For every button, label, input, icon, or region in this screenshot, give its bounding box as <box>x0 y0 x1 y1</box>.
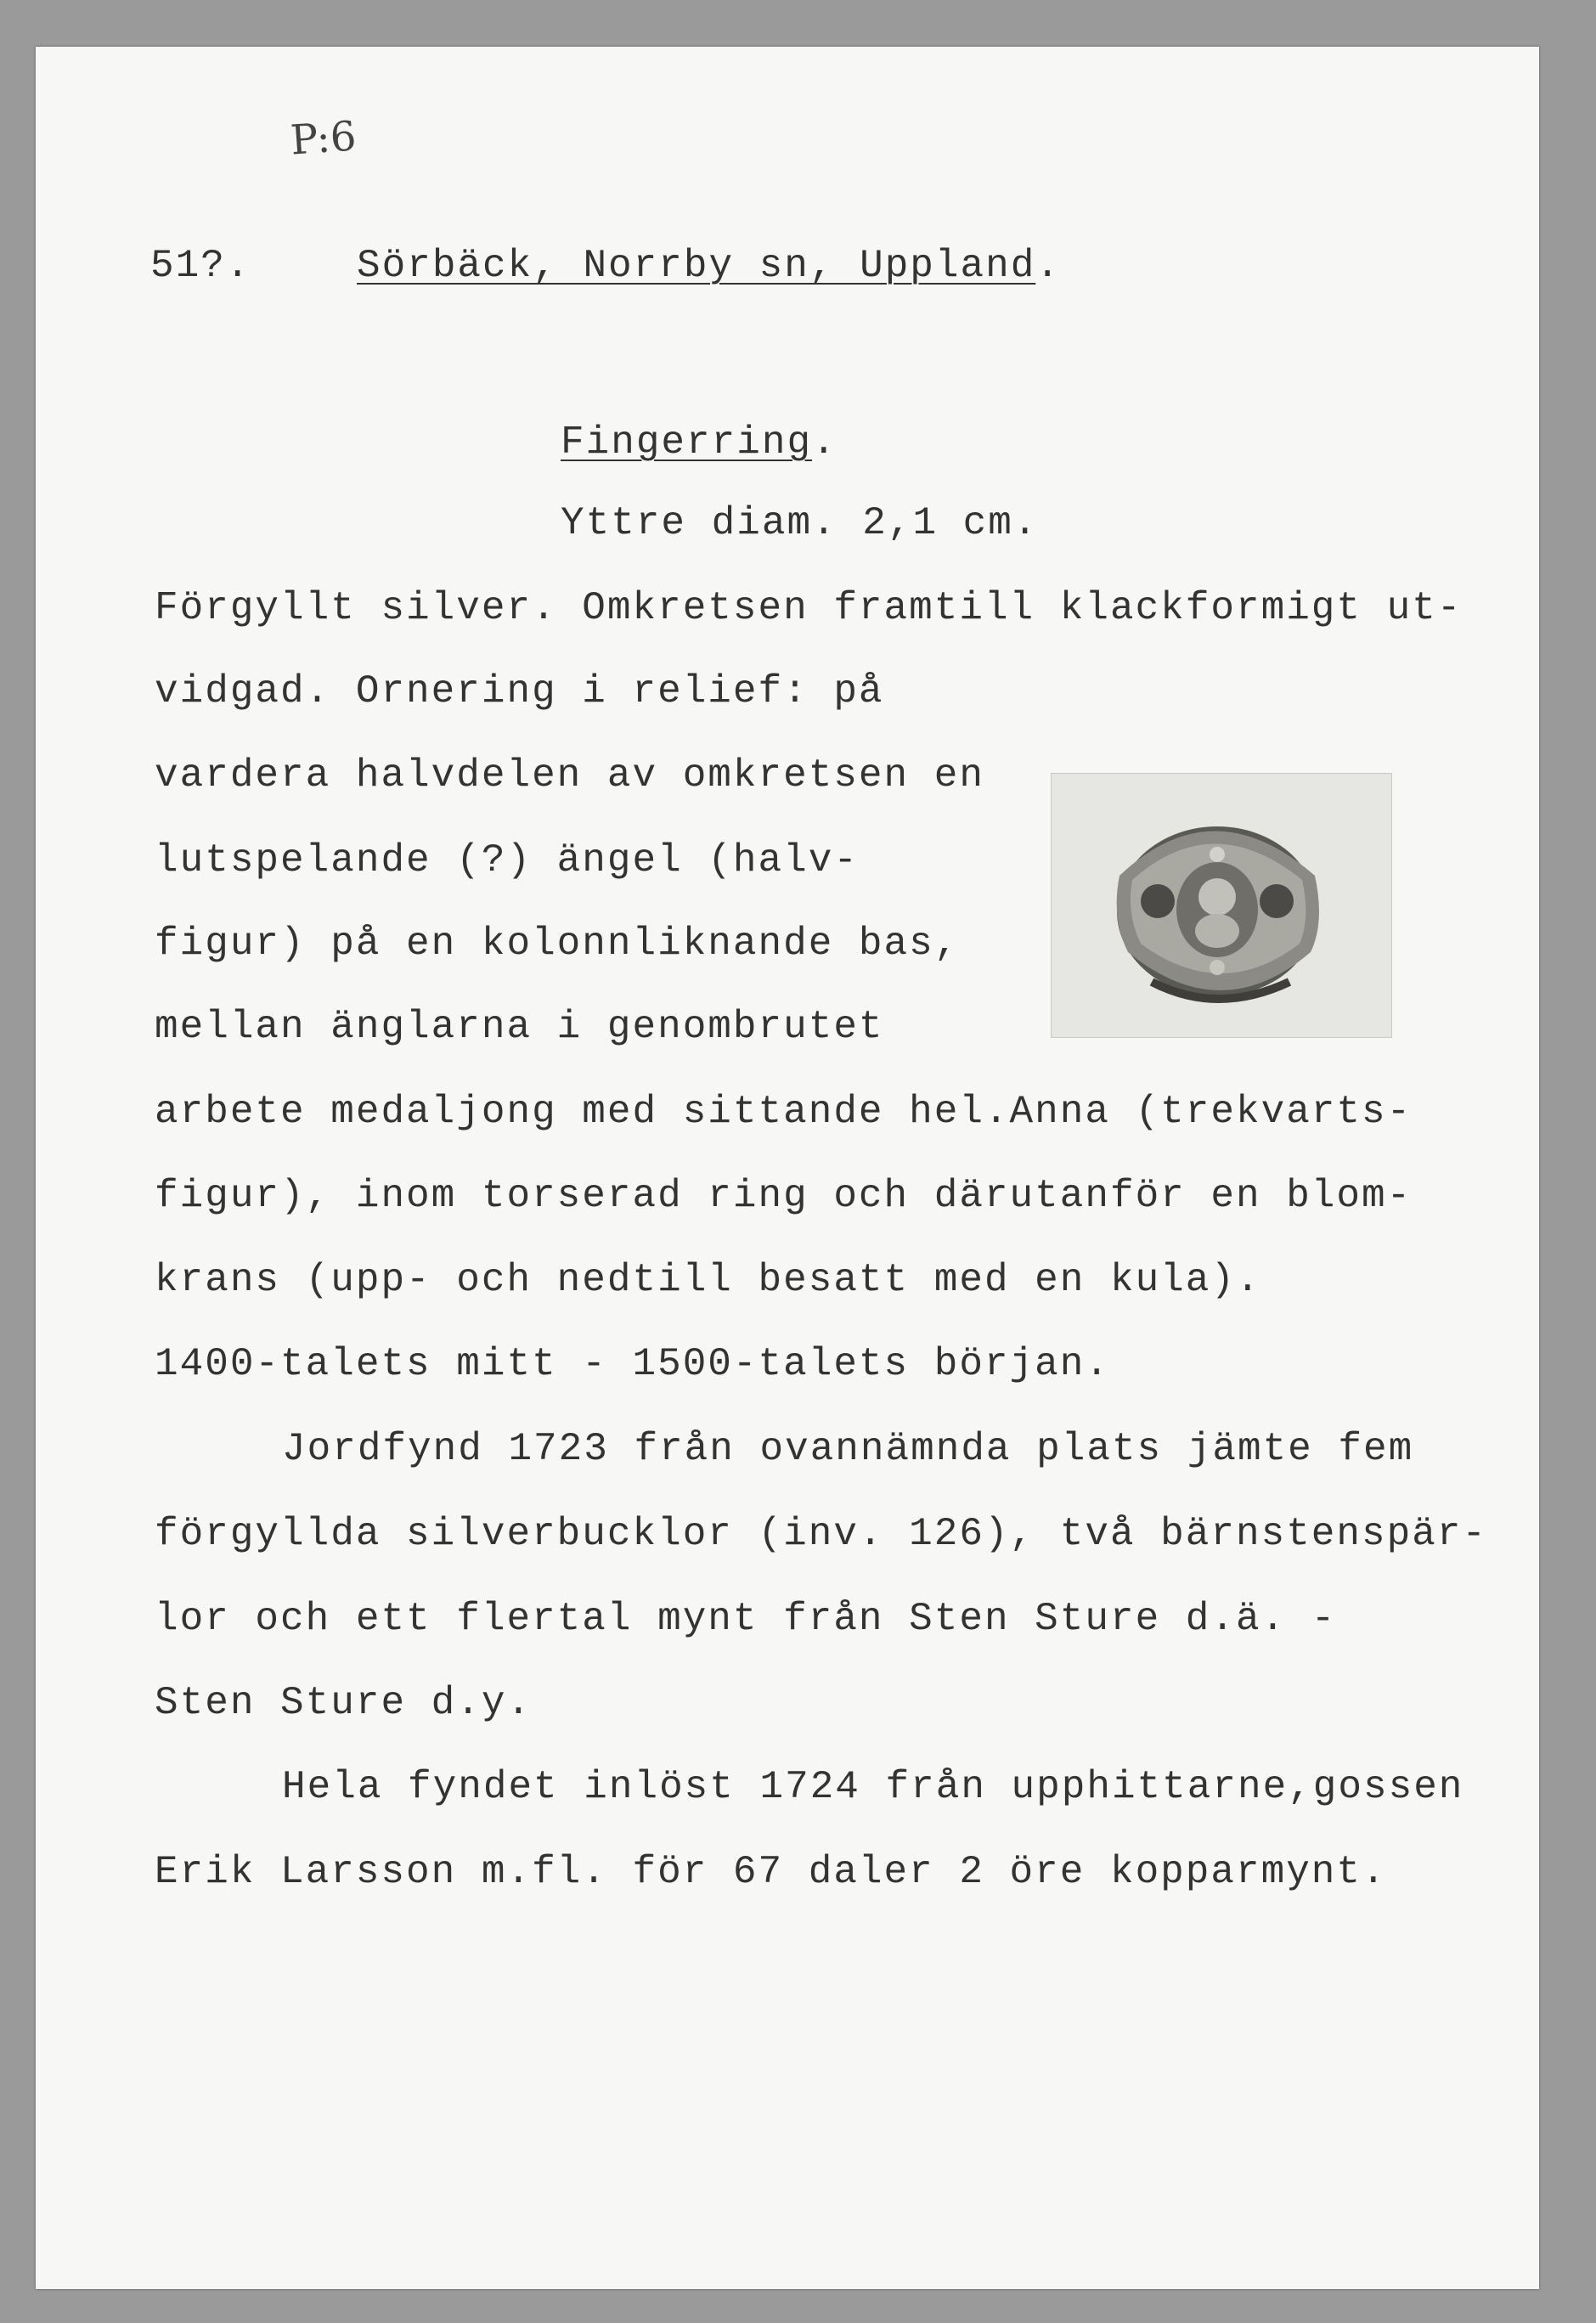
acquisition-line: Erik Larsson m.fl. för 67 daler 2 öre kopparmynt. <box>155 1850 1387 1894</box>
ring-photo <box>1051 773 1392 1038</box>
catalog-mark: P:6 <box>289 112 358 165</box>
object-title: Fingerring <box>561 420 813 465</box>
acquisition-line: Hela fyndet inlöst 1724 från upphittarne,gossen <box>282 1765 1464 1809</box>
description-line: krans (upp- och nedtill besatt med en kula). <box>155 1258 1261 1302</box>
entry-location: Sörbäck, Norrby sn, Uppland <box>357 244 1036 288</box>
description-line: arbete medaljong med sittande hel.Anna (trekvarts- <box>155 1090 1413 1134</box>
catalog-card <box>36 47 1539 2289</box>
description-line: vardera halvdelen av omkretsen en <box>155 753 984 798</box>
find-line: Jordfynd 1723 från ovannämnda plats jämte fem <box>282 1427 1414 1471</box>
object-title-suffix: . <box>812 420 837 465</box>
description-line: vidgad. Ornering i relief: på <box>155 669 884 713</box>
find-line: Sten Sture d.y. <box>155 1681 533 1725</box>
ring-image <box>1052 774 1391 1037</box>
entry-location-suffix: . <box>1035 244 1061 288</box>
description-line: lutspelande (?) ängel (halv- <box>155 838 859 882</box>
find-line: förgyllda silverbucklor (inv. 126), två bärnstenspär- <box>155 1512 1488 1556</box>
description-line: mellan änglarna i genombrutet <box>155 1005 884 1049</box>
description-line: figur) på en kolonnliknande bas, <box>155 922 960 966</box>
object-title-line <box>561 420 837 465</box>
entry-location-line <box>357 244 1061 288</box>
description-line: figur), inom torserad ring och därutanför en blom- <box>155 1174 1413 1218</box>
find-line: lor och ett flertal mynt från Sten Sture d.ä. - <box>155 1597 1337 1641</box>
entry-number: 51?. <box>150 244 251 288</box>
description-line: Förgyllt silver. Omkretsen framtill klackformigt ut- <box>155 586 1463 630</box>
description-line: 1400-talets mitt - 1500-talets början. <box>155 1342 1110 1386</box>
object-dimension: Yttre diam. 2,1 cm. <box>561 501 1039 545</box>
